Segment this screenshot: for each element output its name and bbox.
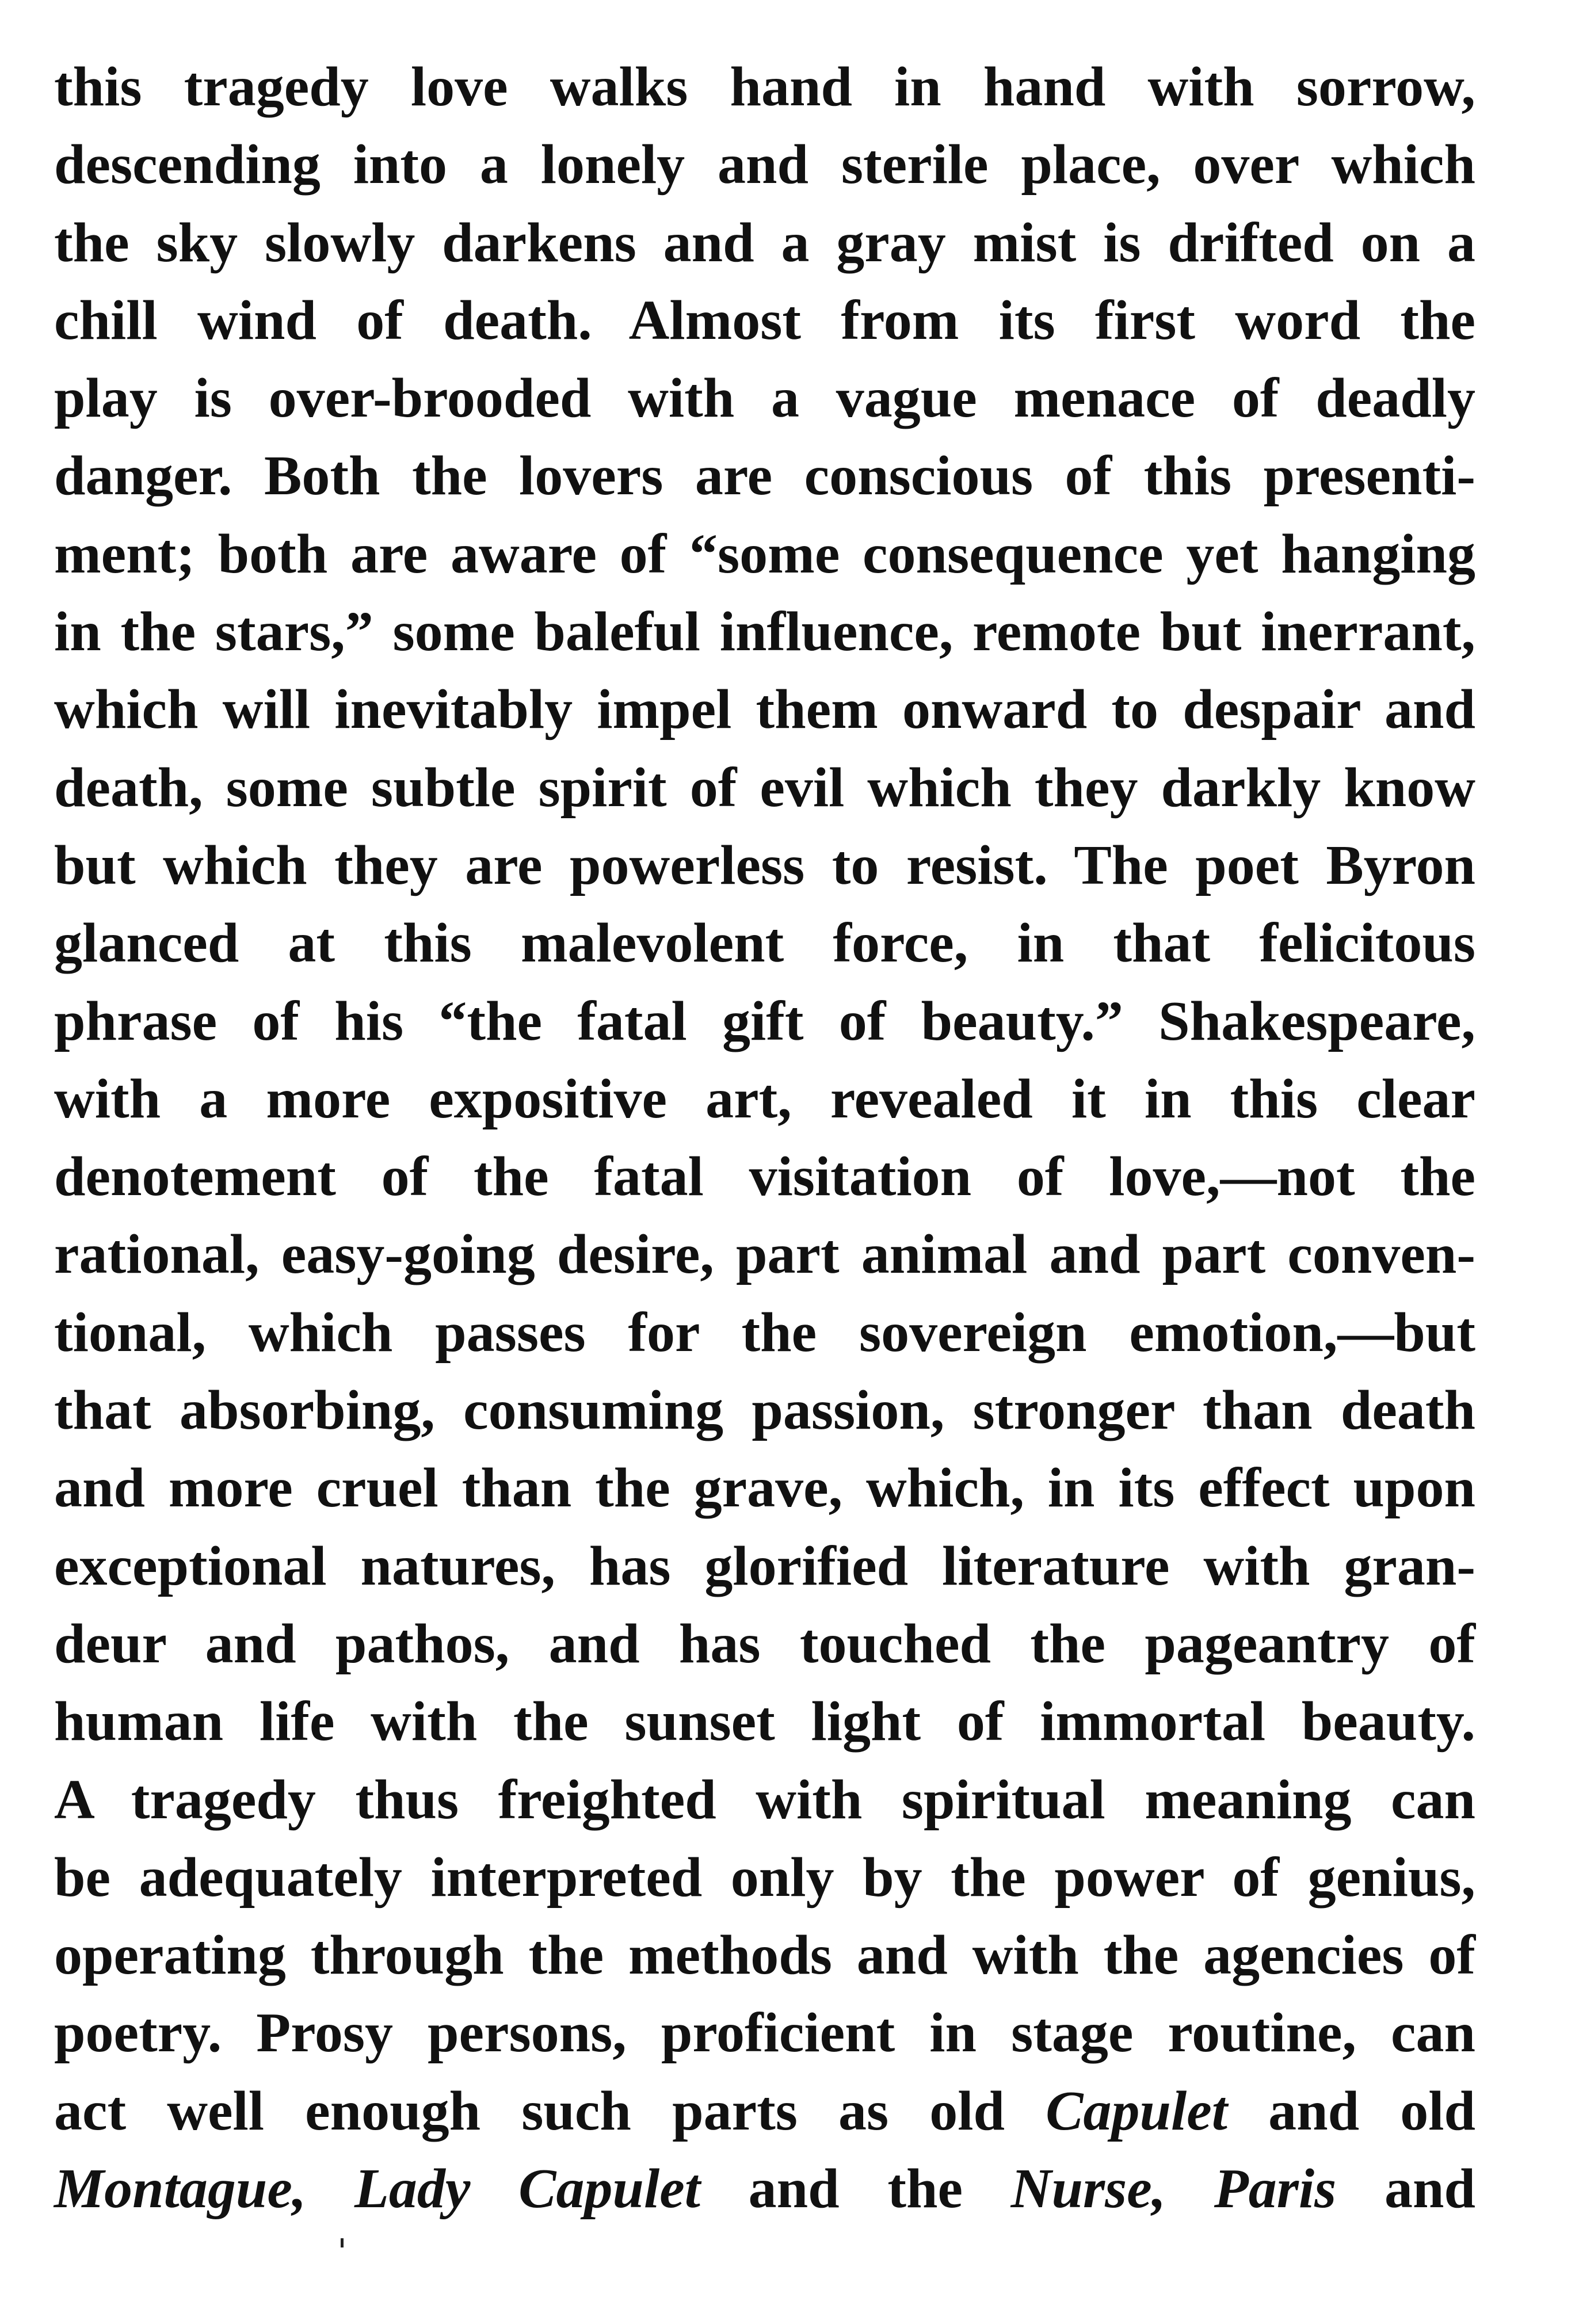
text-line <box>54 2150 1475 2228</box>
text-segment: that absorbing, consuming passion, stronger than death <box>54 1379 1475 1442</box>
text-segment: deur and pathos, and has touched the pageantry of <box>54 1612 1475 1675</box>
text-line <box>54 2073 1475 2150</box>
text-line <box>54 1060 1475 1138</box>
text-segment: phrase of his “the fatal gift of beauty.” Shakespeare, <box>54 990 1475 1052</box>
text-segment: A tragedy thus freighted with spiritual meaning can <box>54 1768 1475 1831</box>
text-segment: be adequately interpreted only by the power of genius, <box>54 1846 1475 1909</box>
text-segment: and <box>1336 2158 1475 2220</box>
text-segment: the sky slowly darkens and a gray mist is drifted on a <box>54 211 1475 274</box>
text-segment: this tragedy love walks hand in hand with sorrow, <box>54 56 1475 118</box>
text-segment: denotement of the fatal visitation of love,—not the <box>54 1146 1475 1208</box>
text-segment: play is over-brooded with a vague menace of deadly <box>54 367 1475 430</box>
text-line <box>54 48 1475 126</box>
text-segment: glanced at this malevolent force, in that felicitous <box>54 912 1475 975</box>
text-line <box>54 905 1475 982</box>
text-line <box>54 671 1475 749</box>
text-segment: ment; both are aware of “some consequence yet hanging <box>54 522 1475 585</box>
text-segment: act well enough such parts as old <box>54 2079 1046 2142</box>
text-line <box>54 749 1475 827</box>
text-line <box>54 1605 1475 1683</box>
italic-text: Montague, Lady Capulet <box>54 2158 700 2220</box>
text-line <box>54 1839 1475 1917</box>
text-line <box>54 1683 1475 1761</box>
text-line <box>54 126 1475 204</box>
text-line <box>54 593 1475 671</box>
text-line <box>54 1294 1475 1372</box>
page-text <box>54 48 1475 2228</box>
text-segment: and more cruel than the grave, which, in its effect upon <box>54 1457 1475 1520</box>
text-line <box>54 360 1475 437</box>
text-line <box>54 282 1475 360</box>
text-segment: chill wind of death. Almost from its first word the <box>54 289 1475 352</box>
text-segment: human life with the sunset light of immortal beauty. <box>54 1690 1475 1753</box>
text-segment: and old <box>1227 2079 1475 2142</box>
text-segment: operating through the methods and with the agencies of <box>54 1924 1475 1987</box>
text-segment: danger. Both the lovers are conscious of this presenti- <box>54 445 1475 507</box>
text-line <box>54 516 1475 593</box>
text-line <box>54 1761 1475 1839</box>
italic-text: Nurse, Paris <box>1010 2158 1337 2220</box>
text-segment: tional, which passes for the sovereign emotion,—but <box>54 1301 1475 1364</box>
text-segment: but which they are powerless to resist. The poet Byron <box>54 834 1475 896</box>
text-segment: descending into a lonely and sterile place, over which <box>54 133 1475 196</box>
text-line <box>54 1994 1475 2072</box>
text-segment: death, some subtle spirit of evil which they darkly know <box>54 756 1475 819</box>
text-line <box>54 1449 1475 1527</box>
text-segment: which will inevitably impel them onward to despair and <box>54 678 1475 741</box>
text-line <box>54 1138 1475 1216</box>
text-segment: in the stars,” some baleful influence, remote but inerrant, <box>54 601 1475 663</box>
text-segment: exceptional natures, has glorified literature with gran- <box>54 1535 1475 1597</box>
text-line <box>54 1528 1475 1605</box>
text-line <box>54 827 1475 905</box>
text-segment: rational, easy-going desire, part animal and part conven- <box>54 1223 1475 1286</box>
text-line <box>54 437 1475 515</box>
stray-print-mark <box>341 2238 344 2247</box>
text-line <box>54 204 1475 282</box>
text-line <box>54 983 1475 1060</box>
text-segment: with a more expositive art, revealed it in this clear <box>54 1067 1475 1130</box>
text-line <box>54 1917 1475 1994</box>
text-line <box>54 1216 1475 1293</box>
text-segment: and the <box>700 2158 1011 2220</box>
text-segment: poetry. Prosy persons, proficient in stage routine, can <box>54 2002 1475 2064</box>
italic-text: Capulet <box>1046 2079 1227 2142</box>
text-line <box>54 1372 1475 1449</box>
